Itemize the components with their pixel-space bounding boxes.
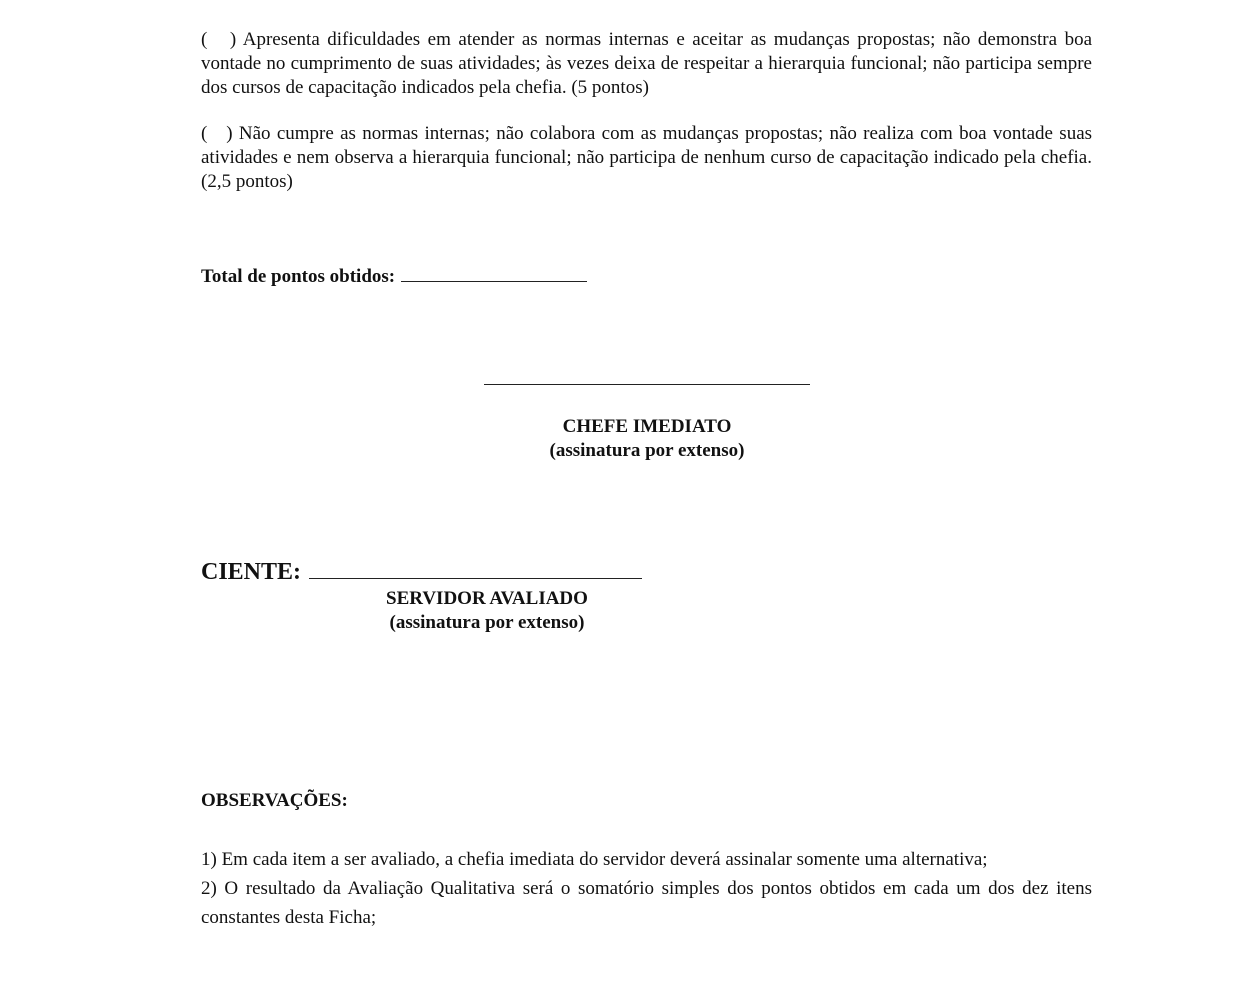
- ciente-signature-line[interactable]: [309, 577, 642, 579]
- servidor-title: SERVIDOR AVALIADO: [386, 588, 588, 609]
- observacao-item: 2) O resultado da Avaliação Qualitativa será o somatório simples dos pontos obtidos em cada um dos dez itens constantes desta Ficha;: [201, 878, 1092, 928]
- option-text: Não cumpre as normas internas; não colabora com as mudanças propostas; não realiza com boa vontade suas atividades e nem observa a hierarquia funcional; não participa de nenhum curso de capacitação indicado pela chefia. (2,5 pontos): [201, 123, 1093, 192]
- option-checkbox[interactable]: ( ): [201, 123, 233, 144]
- chefe-title: CHEFE IMEDIATO: [562, 416, 732, 437]
- option-text: Apresenta dificuldades em atender as normas internas e aceitar as mudanças propostas; não demonstra boa vontade no cumprimento de suas atividades; às vezes deixa de respeitar a hierarquia funcional; não participa sempre dos cursos de capacitação indicados pela chefia. (5 pontos): [201, 29, 1093, 98]
- observacao-item: 1) Em cada item a ser avaliado, a chefia imediata do servidor deverá assinalar somente uma alternativa;: [201, 849, 988, 870]
- servidor-signature-block: [337, 587, 637, 635]
- servidor-subtitle: (assinatura por extenso): [389, 612, 585, 633]
- evaluation-option: [201, 122, 1092, 194]
- evaluation-option: [201, 28, 1092, 100]
- observacoes-title: OBSERVAÇÕES:: [201, 790, 348, 811]
- total-points-label: Total de pontos obtidos:: [201, 266, 396, 287]
- ciente-signature: [201, 559, 642, 586]
- total-points-blank-line[interactable]: [401, 280, 587, 282]
- total-points: [201, 266, 587, 288]
- chefe-subtitle: (assinatura por extenso): [549, 440, 745, 461]
- ciente-label: CIENTE:: [201, 559, 302, 585]
- chefe-signature-line[interactable]: [484, 384, 810, 385]
- option-checkbox[interactable]: ( ): [201, 29, 237, 50]
- chefe-signature-block: [447, 415, 847, 463]
